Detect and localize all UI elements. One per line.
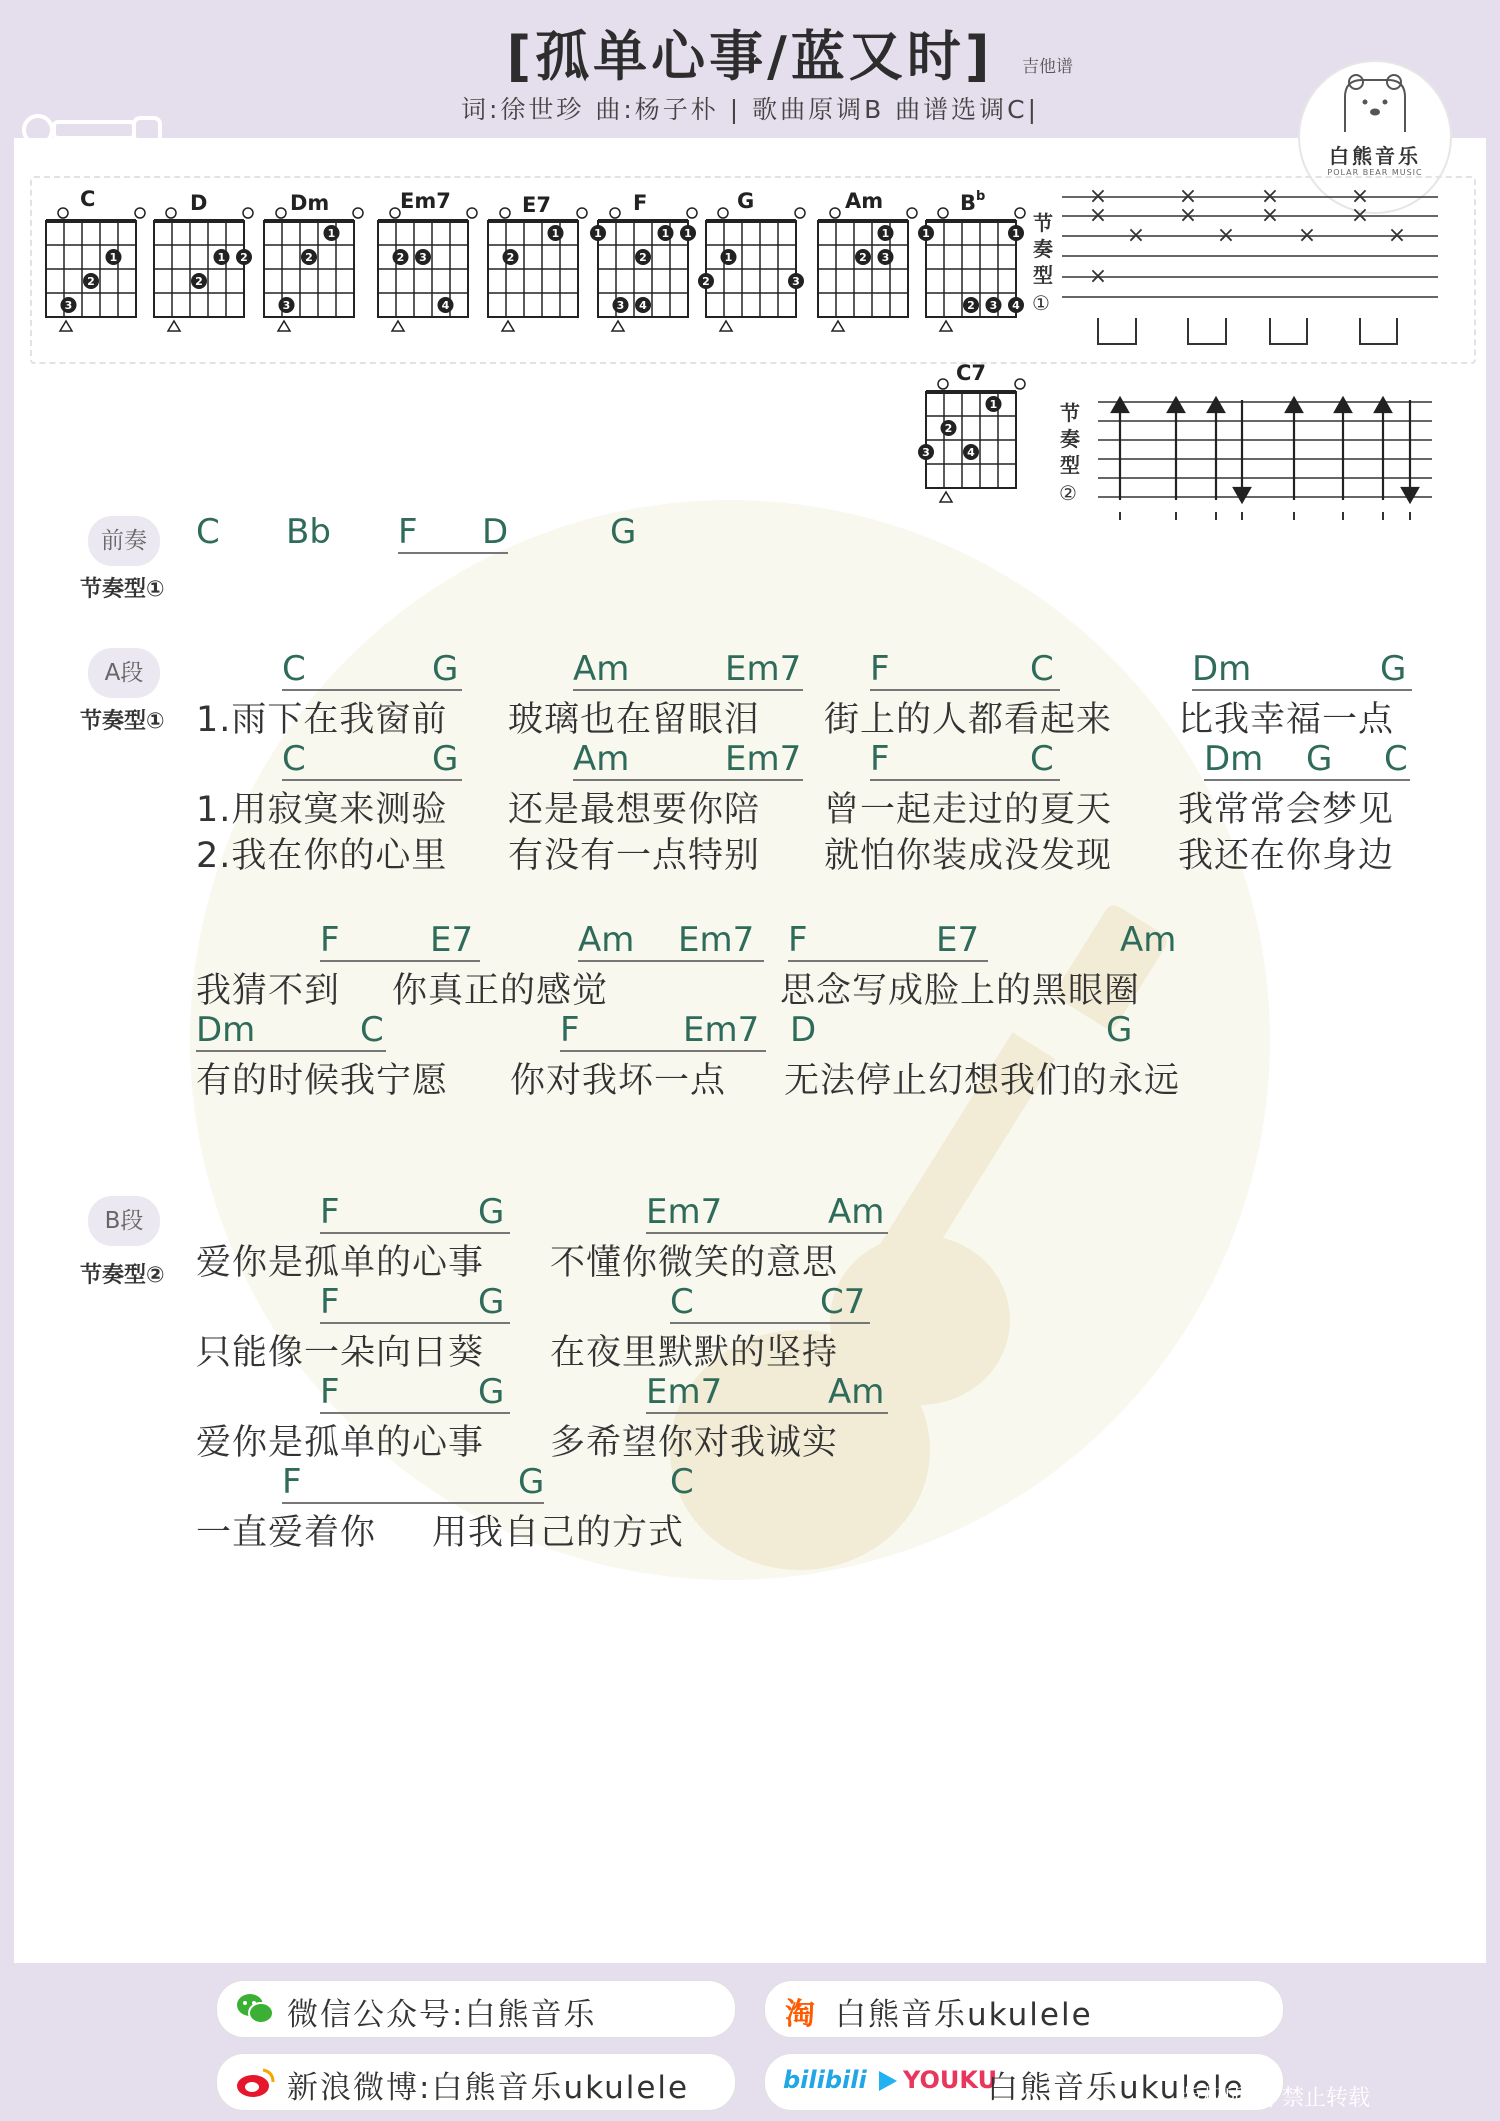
svg-text:×: × xyxy=(1260,203,1280,228)
svg-text:×: × xyxy=(1350,184,1370,209)
video-text: 白熊音乐ukulele xyxy=(987,2070,1245,2106)
svg-text:3: 3 xyxy=(616,299,625,312)
chord-diagrams xyxy=(0,0,1500,520)
chord-label: Em7 xyxy=(725,649,802,689)
lyric-phrase: 街上的人都看起来 xyxy=(824,700,1113,740)
svg-text:3: 3 xyxy=(792,275,800,288)
chord-label: F xyxy=(282,1462,302,1502)
chord-name-bb-root: B xyxy=(960,191,977,215)
chord-underline xyxy=(560,1050,766,1052)
chord-underline xyxy=(282,689,462,691)
rhythm1-number: ① xyxy=(1032,291,1050,315)
lyric-phrase: 我猜不到 xyxy=(196,971,341,1011)
chord-grid xyxy=(46,208,145,331)
chord-name-am: Am xyxy=(845,189,884,213)
lyric-phrase: 有的时候我宁愿 xyxy=(196,1061,449,1101)
svg-text:×: × xyxy=(1216,223,1236,248)
svg-text:2: 2 xyxy=(702,275,710,288)
weibo-pill[interactable] xyxy=(216,2053,736,2111)
chord-label: C xyxy=(670,1282,694,1322)
chord-name-d: D xyxy=(190,191,208,215)
chord-name-bb-flat: b xyxy=(976,189,986,204)
chord-grid xyxy=(378,208,477,331)
chord-label: G xyxy=(432,649,459,689)
chord-label: C xyxy=(282,649,306,689)
chord-underline xyxy=(670,1322,870,1324)
lyric-phrase: 爱你是孤单的心事 xyxy=(196,1423,485,1463)
chord-label: F xyxy=(320,1192,340,1232)
chord-label: Dm xyxy=(1192,649,1252,689)
chord-underline xyxy=(573,689,803,691)
chord-underline xyxy=(1192,689,1412,691)
rhythm1-label-1: 节 xyxy=(1033,211,1053,235)
lyric-phrase: 就怕你装成没发现 xyxy=(824,836,1113,876)
svg-text:3: 3 xyxy=(282,299,291,312)
svg-text:×: × xyxy=(1260,184,1280,209)
svg-text:2: 2 xyxy=(859,251,867,264)
chord-grid xyxy=(154,208,253,331)
svg-text:×: × xyxy=(1297,223,1317,248)
rhythm2-number: ② xyxy=(1059,481,1077,505)
chord-grid xyxy=(264,208,363,331)
chord-grid xyxy=(818,208,917,331)
chord-underline xyxy=(320,1232,510,1234)
chord-label: C xyxy=(360,1010,384,1050)
chord-label: Em7 xyxy=(725,739,802,779)
chord-underline xyxy=(320,1322,510,1324)
lyric-phrase: 用我自己的方式 xyxy=(432,1513,685,1553)
svg-text:3: 3 xyxy=(419,251,427,264)
taobao-text: 白熊音乐ukulele xyxy=(835,1997,1093,2033)
logo-subtitle: POLAR BEAR MUSIC xyxy=(1327,168,1423,177)
chord-label: C xyxy=(282,739,306,779)
chord-name-c: C xyxy=(80,187,96,211)
weibo-icon xyxy=(235,2066,277,2100)
lyric-phrase: 比我幸福一点 xyxy=(1178,700,1395,740)
intro-chord: G xyxy=(610,512,637,552)
chord-underline xyxy=(788,960,988,962)
chord-label: Am xyxy=(828,1372,885,1412)
svg-text:2: 2 xyxy=(305,251,313,264)
chord-underline xyxy=(578,960,764,962)
chord-label: F xyxy=(870,649,890,689)
chord-label: F xyxy=(320,920,340,960)
svg-text:1: 1 xyxy=(881,227,890,240)
chord-label: Em7 xyxy=(646,1372,723,1412)
chord-name-c7: C7 xyxy=(956,361,987,385)
chord-underline xyxy=(320,1412,510,1414)
chord-label: Am xyxy=(828,1192,885,1232)
chord-underline xyxy=(282,1502,544,1504)
chord-label: Dm xyxy=(196,1010,256,1050)
lyric-phrase: 不懂你微笑的意思 xyxy=(550,1243,839,1283)
chord-label: G xyxy=(432,739,459,779)
svg-text:×: × xyxy=(1387,223,1407,248)
song-title: [孤单心事/蓝又时] xyxy=(506,25,994,88)
chord-label: Am xyxy=(573,649,630,689)
chord-underline xyxy=(573,779,803,781)
chord-grid xyxy=(590,208,697,331)
chord-underline xyxy=(1204,779,1410,781)
svg-text:×: × xyxy=(1088,264,1108,289)
svg-text:1: 1 xyxy=(1012,227,1020,240)
svg-text:3: 3 xyxy=(989,299,998,312)
svg-text:1: 1 xyxy=(684,227,692,240)
chord-label: G xyxy=(518,1462,545,1502)
lyric-phrase: 在夜里默默的坚持 xyxy=(550,1333,839,1373)
lyric-phrase: 1.雨下在我窗前 xyxy=(196,700,448,740)
title-subtitle: 吉他谱 xyxy=(1022,57,1073,77)
logo-name: 白熊音乐 xyxy=(1329,144,1421,168)
svg-text:4: 4 xyxy=(639,299,647,312)
svg-text:3: 3 xyxy=(881,251,890,264)
rhythm2-label-3: 型 xyxy=(1060,453,1080,477)
wechat-icon xyxy=(235,1991,275,2027)
youku-icon: YOUKU xyxy=(903,2066,998,2094)
chord-label: F xyxy=(320,1372,340,1412)
lyric-phrase: 1.用寂寞来测验 xyxy=(196,790,448,830)
chord-label: F xyxy=(788,920,808,960)
bilibili-icon: bilibili xyxy=(783,2066,867,2094)
chord-label: Dm xyxy=(1204,739,1264,779)
chord-label: G xyxy=(478,1282,505,1322)
svg-text:1: 1 xyxy=(661,227,670,240)
chord-label: Em7 xyxy=(678,920,755,960)
chord-name-em7: Em7 xyxy=(400,189,451,213)
lyric-phrase: 我常常会梦见 xyxy=(1178,790,1395,830)
chord-label: G xyxy=(1380,649,1407,689)
svg-text:1: 1 xyxy=(327,227,336,240)
section-a-badge: A段 xyxy=(88,648,160,698)
rhythm-pattern-1 xyxy=(1032,184,1438,344)
svg-text:×: × xyxy=(1350,203,1370,228)
chord-label: Em7 xyxy=(683,1010,760,1050)
svg-text:2: 2 xyxy=(240,251,248,264)
svg-text:3: 3 xyxy=(922,446,930,459)
chord-label: E7 xyxy=(936,920,980,960)
svg-text:2: 2 xyxy=(506,251,515,264)
chord-label: C xyxy=(670,1462,694,1502)
lyric-phrase: 无法停止幻想我们的永远 xyxy=(784,1061,1181,1101)
wechat-pill[interactable] xyxy=(216,1980,736,2038)
svg-text:2: 2 xyxy=(967,299,975,312)
chord-underline xyxy=(282,779,462,781)
chord-underline xyxy=(646,1412,888,1414)
chord-label: G xyxy=(478,1192,505,1232)
chord-underline xyxy=(870,689,1060,691)
rhythm1-label-2: 奏 xyxy=(1033,237,1053,261)
svg-text:1: 1 xyxy=(594,227,602,240)
chord-label: Am xyxy=(1120,920,1177,960)
svg-text:×: × xyxy=(1178,184,1198,209)
chord-label: G xyxy=(478,1372,505,1412)
lyric-phrase: 爱你是孤单的心事 xyxy=(196,1243,485,1283)
svg-text:1: 1 xyxy=(109,251,118,264)
chord-label: D xyxy=(790,1010,817,1050)
svg-text:1: 1 xyxy=(922,227,930,240)
svg-text:2: 2 xyxy=(87,275,95,288)
chord-name-g: G xyxy=(737,189,755,213)
section-b-badge: B段 xyxy=(88,1196,160,1246)
chord-label: Am xyxy=(573,739,630,779)
chord-underline xyxy=(646,1232,888,1234)
youku-play-icon xyxy=(875,2068,901,2094)
chord-label: Em7 xyxy=(646,1192,723,1232)
svg-text:2: 2 xyxy=(195,275,203,288)
chord-name-bb xyxy=(960,189,985,215)
intro-chord: D xyxy=(482,512,509,552)
svg-text:1: 1 xyxy=(989,398,998,411)
taobao-pill[interactable] xyxy=(764,1980,1284,2038)
section-b-rhythm-label: 节奏型② xyxy=(80,1263,165,1288)
svg-text:3: 3 xyxy=(64,299,73,312)
chord-grid xyxy=(488,208,587,331)
lyric-phrase: 你真正的感觉 xyxy=(392,971,609,1011)
rhythm-pattern-2 xyxy=(1059,398,1432,520)
song-credits: 词:徐世珍 曲:杨子朴 | 歌曲原调B 曲谱选调C| xyxy=(460,95,1040,124)
lyric-phrase: 思念写成脸上的黑眼圈 xyxy=(780,971,1141,1011)
intro-badge: 前奏 xyxy=(88,516,160,566)
chord-label: C xyxy=(1384,739,1408,779)
svg-text:4: 4 xyxy=(967,446,975,459)
chord-label: C xyxy=(1030,649,1054,689)
lyric-phrase: 我还在你身边 xyxy=(1178,836,1395,876)
lyric-phrase: 你对我坏一点 xyxy=(510,1061,727,1101)
lyric-phrase: 玻璃也在留眼泪 xyxy=(508,700,761,740)
chord-label: G xyxy=(1106,1010,1133,1050)
rhythm2-label-1: 节 xyxy=(1060,401,1080,425)
chord-underline xyxy=(398,552,508,554)
chord-label: F xyxy=(560,1010,580,1050)
chord-underline xyxy=(320,960,480,962)
svg-text:4: 4 xyxy=(441,299,450,312)
lyric-phrase: 2.我在你的心里 xyxy=(196,836,448,876)
taobao-icon: 淘 xyxy=(785,1997,815,2032)
chord-underline xyxy=(196,1050,386,1052)
svg-text:4: 4 xyxy=(1012,299,1020,312)
svg-text:×: × xyxy=(1088,184,1108,209)
chord-label: F xyxy=(320,1282,340,1322)
rhythm2-label-2: 奏 xyxy=(1060,427,1080,451)
lyric-phrase: 多希望你对我诚实 xyxy=(550,1423,839,1463)
intro-chord: Bb xyxy=(286,512,331,552)
svg-text:×: × xyxy=(1126,223,1146,248)
chord-label: G xyxy=(1306,739,1333,779)
lyric-phrase: 一直爱着你 xyxy=(196,1513,377,1553)
chord-underline xyxy=(870,779,1060,781)
intro-rhythm-label: 节奏型① xyxy=(80,577,165,602)
svg-text:×: × xyxy=(1088,203,1108,228)
svg-text:1: 1 xyxy=(724,251,733,264)
svg-text:1: 1 xyxy=(217,251,226,264)
chord-name-f: F xyxy=(633,191,648,215)
svg-text:2: 2 xyxy=(639,251,647,264)
lyric-phrase: 曾一起走过的夏天 xyxy=(824,790,1113,830)
chord-grid xyxy=(918,208,1025,331)
lyric-phrase: 只能像一朵向日葵 xyxy=(196,1333,485,1373)
lyric-phrase: 还是最想要你陪 xyxy=(508,790,761,830)
rhythm1-label-3: 型 xyxy=(1033,263,1053,287)
chord-grid xyxy=(918,379,1025,502)
weibo-text: 新浪微博:白熊音乐ukulele xyxy=(287,2070,690,2106)
lyric-phrase: 有没有一点特别 xyxy=(508,836,761,876)
chord-label: C xyxy=(1030,739,1054,779)
svg-text:2: 2 xyxy=(944,422,953,435)
wechat-text: 微信公众号:白熊音乐 xyxy=(287,1997,597,2033)
svg-text:×: × xyxy=(1178,203,1198,228)
copyright-notice: 版权所有, 禁止转载 xyxy=(1180,2086,1370,2111)
intro-chord: F xyxy=(398,512,418,552)
chord-label: E7 xyxy=(430,920,474,960)
chord-label: F xyxy=(870,739,890,779)
chord-grid xyxy=(698,208,805,331)
chord-name-e7: E7 xyxy=(522,193,551,217)
svg-text:1: 1 xyxy=(551,227,560,240)
intro-chord: C xyxy=(196,512,220,552)
chord-label: Am xyxy=(578,920,635,960)
svg-text:2: 2 xyxy=(396,251,405,264)
section-a-rhythm-label: 节奏型① xyxy=(80,709,165,734)
chord-label: C7 xyxy=(820,1282,866,1322)
chord-name-dm: Dm xyxy=(290,191,330,215)
